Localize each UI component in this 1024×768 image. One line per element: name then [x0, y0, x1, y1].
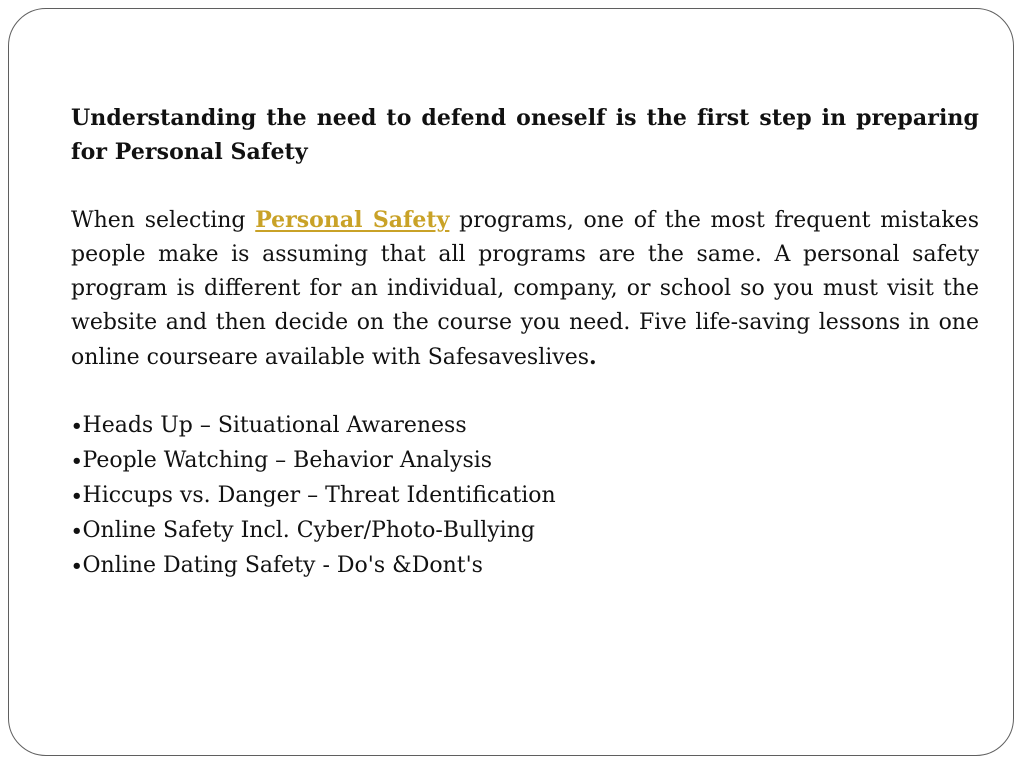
- list-item-text: People Watching – Behavior Analysis: [82, 448, 493, 473]
- list-item: [71, 549, 979, 584]
- bullet-icon: •: [71, 556, 83, 577]
- bullet-icon: •: [71, 521, 83, 542]
- bullet-icon: •: [71, 486, 83, 507]
- bullet-icon: •: [71, 416, 83, 437]
- list-item: [71, 514, 979, 549]
- list-item: [71, 479, 979, 514]
- list-item-text: Online Dating Safety - Do's &Dont's: [82, 553, 483, 578]
- slide-heading: Understanding the need to defend oneself is the first step in preparing for Personal Safety: [71, 105, 979, 165]
- paragraph-text-after-link: programs, one of the most frequent mistakes people make is assuming that all programs are the same. A personal safety program is different for an individual, company, or school so you must visit the website and then decide on the course you need. Five life-saving lessons in one online courseare available with Safesaveslives: [71, 208, 979, 370]
- slide-frame: [8, 8, 1014, 756]
- list-item-text: Hiccups vs. Danger – Threat Identification: [82, 483, 556, 508]
- list-item-text: Heads Up – Situational Awareness: [82, 413, 467, 438]
- paragraph-text-before-link: When selecting: [71, 208, 256, 233]
- personal-safety-link[interactable]: Personal Safety: [255, 207, 450, 233]
- paragraph-end-mark: .: [589, 344, 597, 370]
- list-item: [71, 409, 979, 444]
- list-item: [71, 444, 979, 479]
- bullet-icon: •: [71, 451, 83, 472]
- list-item-text: Online Safety Incl. Cyber/Photo-Bullying: [82, 518, 535, 543]
- slide-content: [71, 101, 979, 584]
- body-paragraph: [71, 203, 979, 375]
- lesson-list: [71, 409, 979, 584]
